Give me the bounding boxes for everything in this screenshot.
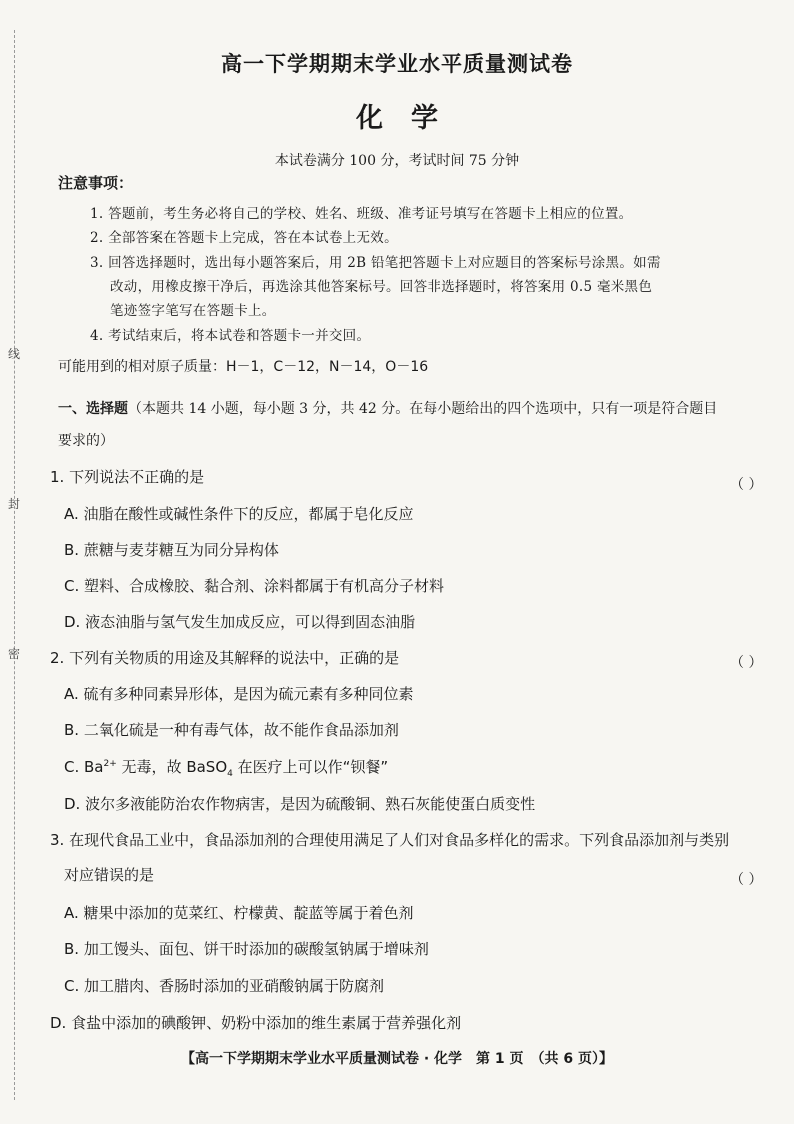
section-heading	[58, 398, 717, 418]
notes-title: 注意事项：	[58, 174, 134, 192]
subject-title: 化学	[356, 103, 466, 134]
question-1-option-b: B. 蔗糖与麦芽糖互为同分异构体	[64, 541, 279, 559]
option-c-text-2: 无毒，故 BaSO	[116, 758, 228, 776]
section-desc: （本题共 14 小题，每小题 3 分，共 42 分。在每小题给出的四个选项中，只有一项是符合题目	[128, 401, 718, 417]
question-2-option-b: B. 二氧化硫是一种有毒气体，故不能作食品添加剂	[64, 721, 399, 739]
section-title: 一、选择题	[58, 401, 128, 417]
exam-title: 高一下学期期末学业水平质量测试卷	[221, 51, 573, 76]
side-mark-feng: 封	[8, 497, 21, 511]
note-item: 3. 回答选择题时，选出每小题答案后，用 2B 铅笔把答题卡上对应题目的答案标号涂黑。如需	[90, 255, 661, 271]
question-1-option-c: C. 塑料、合成橡胶、黏合剂、涂料都属于有机高分子材料	[64, 577, 445, 595]
answer-paren-3: （ ）	[730, 872, 763, 888]
option-c-text-3: 在医疗上可以作“钡餐”	[232, 758, 389, 776]
question-2-stem: 2. 下列有关物质的用途及其解释的说法中，正确的是	[50, 649, 400, 667]
section-desc-cont: 要求的）	[58, 433, 114, 449]
note-item: 改动，用橡皮擦干净后，再选涂其他答案标号。回答非选择题时，将答案用 0.5 毫米黑色	[110, 279, 653, 295]
page-footer: 【高一下学期期末学业水平质量测试卷 · 化学 第 1 页 （共 6 页）】	[180, 1051, 614, 1067]
option-c-text-1: C. Ba	[64, 758, 104, 776]
question-2-option-d: D. 波尔多液能防治农作物病害，是因为硫酸铜、熟石灰能使蛋白质变性	[64, 795, 536, 813]
question-3-option-a: A. 糖果中添加的苋菜红、柠檬黄、靛蓝等属于着色剂	[64, 904, 414, 922]
question-2-option-a: A. 硫有多种同素异形体，是因为硫元素有多种同位素	[64, 685, 414, 703]
question-1-option-d: D. 液态油脂与氢气发生加成反应，可以得到固态油脂	[64, 613, 416, 631]
note-item: 4. 考试结束后，将本试卷和答题卡一并交回。	[90, 328, 371, 344]
question-2-option-c	[64, 756, 388, 779]
question-3-option-c: C. 加工腊肉、香肠时添加的亚硝酸钠属于防腐剂	[64, 977, 385, 995]
answer-paren-1: （ ）	[730, 477, 763, 493]
answer-paren-2: （ ）	[730, 655, 763, 671]
note-item: 2. 全部答案在答题卡上完成，答在本试卷上无效。	[90, 230, 398, 246]
question-1-stem: 1. 下列说法不正确的是	[50, 468, 205, 486]
side-mark-xian: 线	[8, 347, 21, 361]
note-item: 1. 答题前，考生务必将自己的学校、姓名、班级、准考证号填写在答题卡上相应的位置。	[90, 206, 633, 222]
note-item: 笔迹签字笔写在答题卡上。	[110, 303, 276, 319]
atomic-masses: 可能用到的相对原子质量：H－1，C－12，N－14，O－16	[58, 359, 429, 375]
question-3-stem: 3. 在现代食品工业中，食品添加剂的合理使用满足了人们对食品多样化的需求。下列食品添加剂与类别	[50, 831, 730, 849]
subscript: 4	[227, 769, 233, 779]
question-3-option-b: B. 加工馒头、面包、饼干时添加的碳酸氢钠属于增味剂	[64, 940, 429, 958]
question-3-option-d: D. 食盐中添加的碘酸钾、奶粉中添加的维生素属于营养强化剂	[50, 1014, 462, 1032]
binding-line	[14, 30, 15, 1100]
side-mark-mi: 密	[8, 647, 21, 661]
ion-charge: 2+	[103, 759, 117, 769]
question-1-option-a: A. 油脂在酸性或碱性条件下的反应，都属于皂化反应	[64, 505, 414, 523]
question-3-stem-cont: 对应错误的是	[64, 866, 155, 884]
exam-info: 本试卷满分 100 分，考试时间 75 分钟	[274, 153, 520, 169]
